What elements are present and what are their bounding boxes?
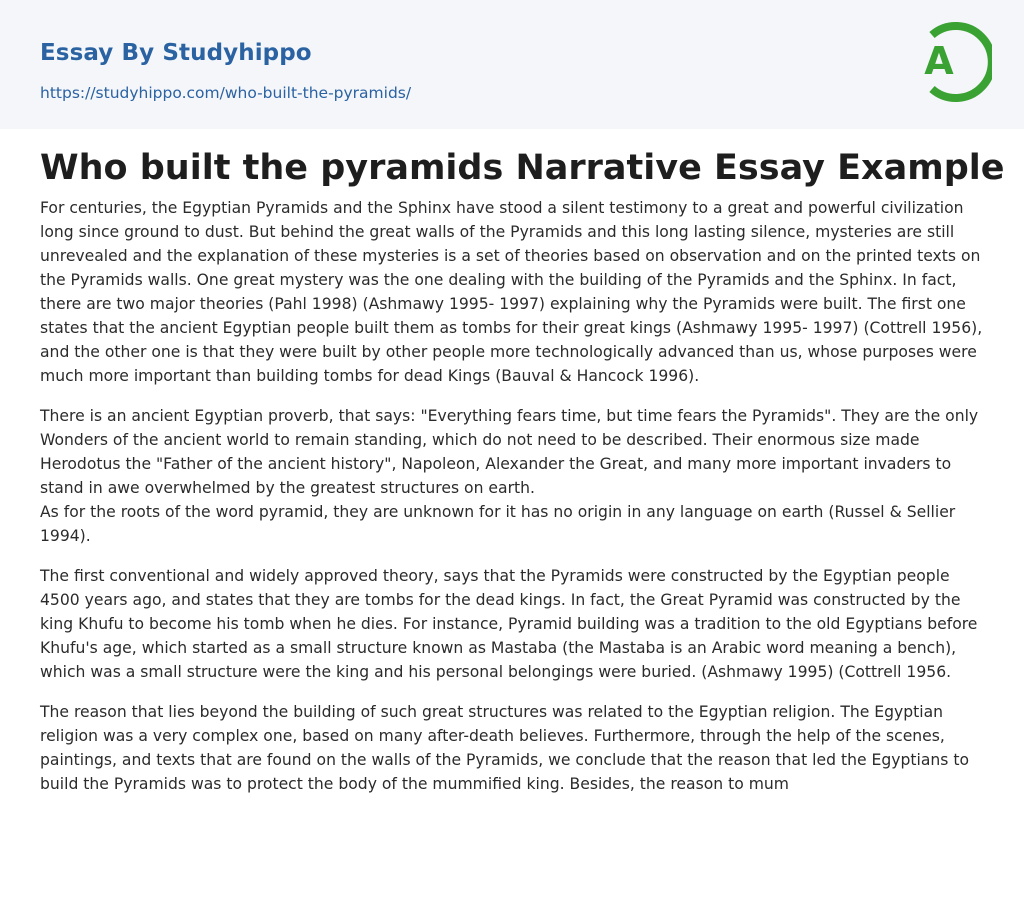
site-header [0, 0, 1024, 129]
studyhippo-logo-icon[interactable] [906, 17, 992, 107]
article-paragraph-4: The reason that lies beyond the building of such great structures was related to the Egyptian religion. The Egyptian religion was a very complex one, based on many after-death believes. Furthermore, through the help of the scenes, paintings, and texts that are found on the walls of the Pyramids, we conclude that the reason that led the Egyptians to build the Pyramids was to protect the body of the mummified king. Besides, the reason to mum [40, 703, 970, 793]
page-title: Who built the pyramids Narrative Essay Example [40, 148, 1005, 188]
brand-title[interactable]: Essay By Studyhippo [40, 40, 312, 66]
source-url-link[interactable]: https://studyhippo.com/who-built-the-pyramids/ [40, 84, 412, 102]
article-paragraph-2b: As for the roots of the word pyramid, they are unknown for it has no origin in any language on earth (Russel & Sellier 1994). [40, 503, 956, 545]
article-paragraph-3: The first conventional and widely approved theory, says that the Pyramids were constructed by the Egyptian people 4500 years ago, and states that they are tombs for the dead kings. In fact, the Great Pyramid was constructed by the king Khufu to become his tomb when he dies. For instance, Pyramid building was a tradition to the old Egyptians before Khufu's age, which started as a small structure known as Mastaba (the Mastaba is an Arabic word meaning a bench), which was a small structure were the king and his personal belongings were buried. (Ashmawy 1995) (Cottrell 1956. [40, 567, 978, 681]
article [40, 140, 1005, 812]
article-paragraph-1: For centuries, the Egyptian Pyramids and the Sphinx have stood a silent testimony to a great and powerful civilization long since ground to dust. But behind the great walls of the Pyramids and this long lasting silence, mysteries are still unrevealed and the explanation of these mysteries is a set of theories based on observation and on the printed texts on the Pyramids walls. One great mystery was the one dealing with the building of the Pyramids and the Sphinx. In fact, there are two major theories (Pahl 1998) (Ashmawy 1995- 1997) explaining why the Pyramids were built. The first one states that the ancient Egyptian people built them as tombs for their great kings (Ashmawy 1995- 1997) (Cottrell 1956), and the other one is that they were built by other people more technologically advanced than us, whose purposes were much more important than building tombs for dead Kings (Bauval & Hancock 1996). [40, 199, 983, 385]
article-paragraph-2a: There is an ancient Egyptian proverb, that says: "Everything fears time, but time fears the Pyramids". They are the only Wonders of the ancient world to remain standing, which do not need to be described. Their enormous size made Herodotus the "Father of the ancient history", Napoleon, Alexander the Great, and many more important invaders to stand in awe overwhelmed by the greatest structures on earth. [40, 407, 979, 497]
logo-letter: A [924, 39, 954, 83]
article-paragraph-2 [40, 404, 990, 548]
